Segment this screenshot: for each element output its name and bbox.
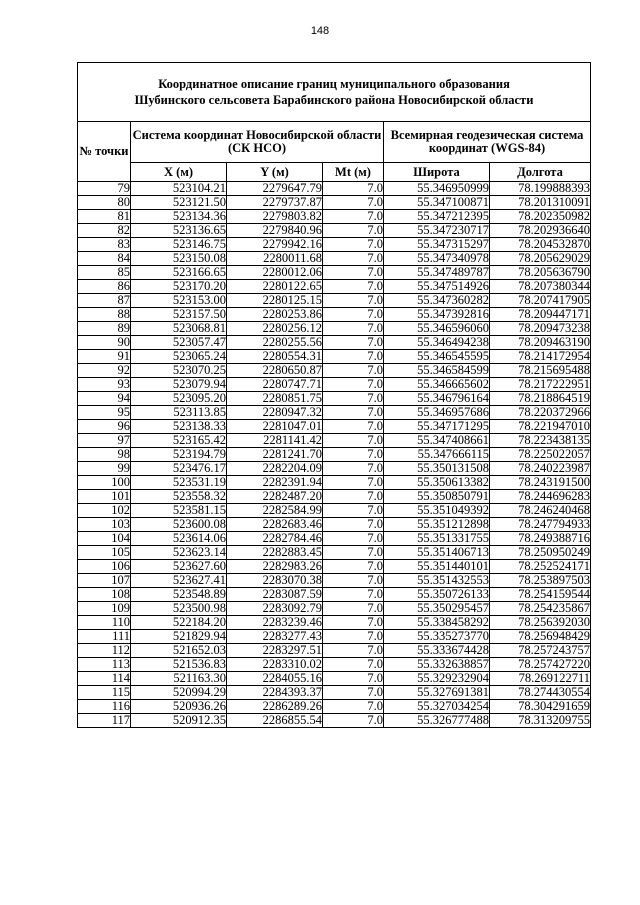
- x-coordinate-cell: 523627.60: [131, 560, 227, 574]
- longitude-cell: 78.209447171: [490, 308, 591, 322]
- longitude-cell: 78.253897503: [490, 574, 591, 588]
- y-coordinate-cell: 2284055.16: [227, 672, 323, 686]
- table-row: [78, 658, 591, 672]
- longitude-cell: 78.269122711: [490, 672, 591, 686]
- mt-value-cell: 7.0: [323, 574, 384, 588]
- y-coordinate-cell: 2279942.16: [227, 238, 323, 252]
- y-coordinate-cell: 2279647.79: [227, 182, 323, 196]
- table-row: [78, 196, 591, 210]
- point-number-cell: 108: [78, 588, 131, 602]
- y-coordinate-cell: 2280650.87: [227, 364, 323, 378]
- table-title: [78, 63, 591, 122]
- y-coordinate-cell: 2280012.06: [227, 266, 323, 280]
- mt-value-cell: 7.0: [323, 406, 384, 420]
- table-row: [78, 560, 591, 574]
- x-coordinate-cell: 523600.08: [131, 518, 227, 532]
- table-row: [78, 350, 591, 364]
- table-row: [78, 406, 591, 420]
- mt-value-cell: 7.0: [323, 476, 384, 490]
- longitude-cell: 78.246240468: [490, 504, 591, 518]
- y-coordinate-cell: 2279737.87: [227, 196, 323, 210]
- latitude-cell: 55.351331755: [384, 532, 490, 546]
- x-coordinate-cell: 523627.41: [131, 574, 227, 588]
- point-number-cell: 82: [78, 224, 131, 238]
- point-number-cell: 86: [78, 280, 131, 294]
- y-coordinate-cell: 2280851.75: [227, 392, 323, 406]
- longitude-cell: 78.202936640: [490, 224, 591, 238]
- latitude-cell: 55.326777488: [384, 714, 490, 728]
- latitude-cell: 55.346796164: [384, 392, 490, 406]
- table-row: [78, 546, 591, 560]
- x-coordinate-cell: 523134.36: [131, 210, 227, 224]
- longitude-cell: 78.204532870: [490, 238, 591, 252]
- y-coordinate-cell: 2280122.65: [227, 280, 323, 294]
- y-coordinate-cell: 2282883.45: [227, 546, 323, 560]
- latitude-cell: 55.347514926: [384, 280, 490, 294]
- x-coordinate-cell: 520912.35: [131, 714, 227, 728]
- y-coordinate-cell: 2282204.09: [227, 462, 323, 476]
- mt-value-cell: 7.0: [323, 462, 384, 476]
- table-row: [78, 378, 591, 392]
- mt-value-cell: 7.0: [323, 322, 384, 336]
- table-body: [78, 182, 591, 728]
- point-number-cell: 110: [78, 616, 131, 630]
- latitude-cell: 55.333674428: [384, 644, 490, 658]
- table-row: [78, 574, 591, 588]
- coordinates-table: [77, 62, 591, 728]
- longitude-cell: 78.249388716: [490, 532, 591, 546]
- mt-value-cell: 7.0: [323, 448, 384, 462]
- point-number-cell: 88: [78, 308, 131, 322]
- point-number-cell: 106: [78, 560, 131, 574]
- x-coordinate-cell: 523476.17: [131, 462, 227, 476]
- table-row: [78, 504, 591, 518]
- longitude-cell: 78.209463190: [490, 336, 591, 350]
- table-row: [78, 392, 591, 406]
- point-number-cell: 92: [78, 364, 131, 378]
- table-row: [78, 672, 591, 686]
- mt-value-cell: 7.0: [323, 588, 384, 602]
- point-number-cell: 96: [78, 420, 131, 434]
- y-coordinate-cell: 2283239.46: [227, 616, 323, 630]
- point-number-cell: 85: [78, 266, 131, 280]
- latitude-cell: 55.346596060: [384, 322, 490, 336]
- longitude-cell: 78.205629029: [490, 252, 591, 266]
- mt-value-cell: 7.0: [323, 238, 384, 252]
- table-row: [78, 588, 591, 602]
- latitude-cell: 55.329232904: [384, 672, 490, 686]
- mt-value-cell: 7.0: [323, 280, 384, 294]
- x-coordinate-cell: 523558.32: [131, 490, 227, 504]
- x-coordinate-cell: 520936.26: [131, 700, 227, 714]
- y-coordinate-cell: 2279803.82: [227, 210, 323, 224]
- latitude-cell: 55.346545595: [384, 350, 490, 364]
- longitude-cell: 78.223438135: [490, 434, 591, 448]
- latitude-cell: 55.351049392: [384, 504, 490, 518]
- x-coordinate-cell: 520994.29: [131, 686, 227, 700]
- latitude-cell: 55.351440101: [384, 560, 490, 574]
- point-number-cell: 89: [78, 322, 131, 336]
- y-coordinate-cell: 2282584.99: [227, 504, 323, 518]
- table-row: [78, 616, 591, 630]
- table-row: [78, 182, 591, 196]
- latitude-cell: 55.350613382: [384, 476, 490, 490]
- y-coordinate-cell: 2280253.86: [227, 308, 323, 322]
- y-coordinate-cell: 2281141.42: [227, 434, 323, 448]
- header-mt: Mt (м): [323, 163, 384, 182]
- header-wgs-system: Всемирная геодезическая система координат (WGS-84): [384, 122, 591, 163]
- point-number-cell: 81: [78, 210, 131, 224]
- point-number-cell: 102: [78, 504, 131, 518]
- x-coordinate-cell: 523165.42: [131, 434, 227, 448]
- y-coordinate-cell: 2283297.51: [227, 644, 323, 658]
- mt-value-cell: 7.0: [323, 532, 384, 546]
- header-longitude: Долгота: [490, 163, 591, 182]
- point-number-cell: 117: [78, 714, 131, 728]
- latitude-cell: 55.346957686: [384, 406, 490, 420]
- x-coordinate-cell: 523104.21: [131, 182, 227, 196]
- mt-value-cell: 7.0: [323, 686, 384, 700]
- longitude-cell: 78.218864519: [490, 392, 591, 406]
- point-number-cell: 112: [78, 644, 131, 658]
- y-coordinate-cell: 2282487.20: [227, 490, 323, 504]
- longitude-cell: 78.201310091: [490, 196, 591, 210]
- x-coordinate-cell: 523581.15: [131, 504, 227, 518]
- mt-value-cell: 7.0: [323, 658, 384, 672]
- x-coordinate-cell: 523136.65: [131, 224, 227, 238]
- mt-value-cell: 7.0: [323, 518, 384, 532]
- mt-value-cell: 7.0: [323, 504, 384, 518]
- table-row: [78, 644, 591, 658]
- latitude-cell: 55.347392816: [384, 308, 490, 322]
- longitude-cell: 78.202350982: [490, 210, 591, 224]
- mt-value-cell: 7.0: [323, 266, 384, 280]
- mt-value-cell: 7.0: [323, 616, 384, 630]
- latitude-cell: 55.347666115: [384, 448, 490, 462]
- latitude-cell: 55.351432553: [384, 574, 490, 588]
- longitude-cell: 78.240223987: [490, 462, 591, 476]
- y-coordinate-cell: 2279840.96: [227, 224, 323, 238]
- table-row: [78, 462, 591, 476]
- x-coordinate-cell: 523079.94: [131, 378, 227, 392]
- longitude-cell: 78.207417905: [490, 294, 591, 308]
- x-coordinate-cell: 523614.06: [131, 532, 227, 546]
- y-coordinate-cell: 2281241.70: [227, 448, 323, 462]
- latitude-cell: 55.332638857: [384, 658, 490, 672]
- point-number-cell: 79: [78, 182, 131, 196]
- latitude-cell: 55.327034254: [384, 700, 490, 714]
- y-coordinate-cell: 2280125.15: [227, 294, 323, 308]
- y-coordinate-cell: 2286855.54: [227, 714, 323, 728]
- x-coordinate-cell: 523138.33: [131, 420, 227, 434]
- latitude-cell: 55.347212395: [384, 210, 490, 224]
- x-coordinate-cell: 523548.89: [131, 588, 227, 602]
- longitude-cell: 78.274430554: [490, 686, 591, 700]
- y-coordinate-cell: 2283310.02: [227, 658, 323, 672]
- longitude-cell: 78.257427220: [490, 658, 591, 672]
- point-number-cell: 109: [78, 602, 131, 616]
- x-coordinate-cell: 521829.94: [131, 630, 227, 644]
- longitude-cell: 78.215695488: [490, 364, 591, 378]
- longitude-cell: 78.256392030: [490, 616, 591, 630]
- latitude-cell: 55.346950999: [384, 182, 490, 196]
- point-number-cell: 115: [78, 686, 131, 700]
- longitude-cell: 78.220372966: [490, 406, 591, 420]
- point-number-cell: 105: [78, 546, 131, 560]
- longitude-cell: 78.225022057: [490, 448, 591, 462]
- y-coordinate-cell: 2280255.56: [227, 336, 323, 350]
- table-row: [78, 294, 591, 308]
- x-coordinate-cell: 523153.00: [131, 294, 227, 308]
- longitude-cell: 78.254159544: [490, 588, 591, 602]
- latitude-cell: 55.351212898: [384, 518, 490, 532]
- x-coordinate-cell: 523166.65: [131, 266, 227, 280]
- y-coordinate-cell: 2282391.94: [227, 476, 323, 490]
- table-row: [78, 490, 591, 504]
- longitude-cell: 78.209473238: [490, 322, 591, 336]
- y-coordinate-cell: 2284393.37: [227, 686, 323, 700]
- point-number-cell: 114: [78, 672, 131, 686]
- longitude-cell: 78.244696283: [490, 490, 591, 504]
- latitude-cell: 55.347408661: [384, 434, 490, 448]
- header-local-system: Система координат Новосибирской области (СК НСО): [131, 122, 384, 163]
- table-row: [78, 252, 591, 266]
- table-row: [78, 518, 591, 532]
- latitude-cell: 55.350295457: [384, 602, 490, 616]
- mt-value-cell: 7.0: [323, 252, 384, 266]
- table-row: [78, 700, 591, 714]
- latitude-cell: 55.335273770: [384, 630, 490, 644]
- y-coordinate-cell: 2282683.46: [227, 518, 323, 532]
- y-coordinate-cell: 2280947.32: [227, 406, 323, 420]
- table-row: [78, 308, 591, 322]
- y-coordinate-cell: 2280554.31: [227, 350, 323, 364]
- mt-value-cell: 7.0: [323, 378, 384, 392]
- latitude-cell: 55.346584599: [384, 364, 490, 378]
- x-coordinate-cell: 523068.81: [131, 322, 227, 336]
- table-row: [78, 238, 591, 252]
- table-row: [78, 210, 591, 224]
- longitude-cell: 78.313209755: [490, 714, 591, 728]
- point-number-cell: 97: [78, 434, 131, 448]
- mt-value-cell: 7.0: [323, 196, 384, 210]
- point-number-cell: 98: [78, 448, 131, 462]
- mt-value-cell: 7.0: [323, 630, 384, 644]
- longitude-cell: 78.247794933: [490, 518, 591, 532]
- y-coordinate-cell: 2283087.59: [227, 588, 323, 602]
- latitude-cell: 55.351406713: [384, 546, 490, 560]
- x-coordinate-cell: 523531.19: [131, 476, 227, 490]
- x-coordinate-cell: 523070.25: [131, 364, 227, 378]
- point-number-cell: 103: [78, 518, 131, 532]
- table-row: [78, 336, 591, 350]
- point-number-cell: 100: [78, 476, 131, 490]
- latitude-cell: 55.347489787: [384, 266, 490, 280]
- latitude-cell: 55.350726133: [384, 588, 490, 602]
- table-row: [78, 448, 591, 462]
- mt-value-cell: 7.0: [323, 672, 384, 686]
- table-row: [78, 224, 591, 238]
- latitude-cell: 55.338458292: [384, 616, 490, 630]
- page-number: 148: [310, 25, 330, 37]
- table-row: [78, 602, 591, 616]
- longitude-cell: 78.252524171: [490, 560, 591, 574]
- longitude-cell: 78.256948429: [490, 630, 591, 644]
- mt-value-cell: 7.0: [323, 644, 384, 658]
- longitude-cell: 78.243191500: [490, 476, 591, 490]
- mt-value-cell: 7.0: [323, 294, 384, 308]
- y-coordinate-cell: 2286289.26: [227, 700, 323, 714]
- latitude-cell: 55.347230717: [384, 224, 490, 238]
- point-number-cell: 84: [78, 252, 131, 266]
- x-coordinate-cell: 523121.50: [131, 196, 227, 210]
- x-coordinate-cell: 523057.47: [131, 336, 227, 350]
- longitude-cell: 78.257243757: [490, 644, 591, 658]
- x-coordinate-cell: 523170.20: [131, 280, 227, 294]
- latitude-cell: 55.327691381: [384, 686, 490, 700]
- mt-value-cell: 7.0: [323, 420, 384, 434]
- point-number-cell: 90: [78, 336, 131, 350]
- mt-value-cell: 7.0: [323, 182, 384, 196]
- longitude-cell: 78.221947010: [490, 420, 591, 434]
- latitude-cell: 55.350131508: [384, 462, 490, 476]
- mt-value-cell: 7.0: [323, 350, 384, 364]
- x-coordinate-cell: 522184.20: [131, 616, 227, 630]
- mt-value-cell: 7.0: [323, 560, 384, 574]
- title-line-2: Шубинского сельсовета Барабинского района Новосибирской области: [134, 93, 534, 107]
- point-number-cell: 99: [78, 462, 131, 476]
- table-row: [78, 476, 591, 490]
- latitude-cell: 55.347360282: [384, 294, 490, 308]
- y-coordinate-cell: 2283277.43: [227, 630, 323, 644]
- x-coordinate-cell: 523113.85: [131, 406, 227, 420]
- x-coordinate-cell: 521536.83: [131, 658, 227, 672]
- mt-value-cell: 7.0: [323, 434, 384, 448]
- mt-value-cell: 7.0: [323, 224, 384, 238]
- longitude-cell: 78.199888393: [490, 182, 591, 196]
- point-number-cell: 83: [78, 238, 131, 252]
- table-row: [78, 420, 591, 434]
- table-row: [78, 280, 591, 294]
- longitude-cell: 78.254235867: [490, 602, 591, 616]
- table-row: [78, 532, 591, 546]
- y-coordinate-cell: 2282983.26: [227, 560, 323, 574]
- point-number-cell: 95: [78, 406, 131, 420]
- mt-value-cell: 7.0: [323, 602, 384, 616]
- x-coordinate-cell: 523146.75: [131, 238, 227, 252]
- y-coordinate-cell: 2280011.68: [227, 252, 323, 266]
- longitude-cell: 78.214172954: [490, 350, 591, 364]
- point-number-cell: 113: [78, 658, 131, 672]
- y-coordinate-cell: 2283070.38: [227, 574, 323, 588]
- table-row: [78, 434, 591, 448]
- mt-value-cell: 7.0: [323, 336, 384, 350]
- latitude-cell: 55.350850791: [384, 490, 490, 504]
- point-number-cell: 104: [78, 532, 131, 546]
- mt-value-cell: 7.0: [323, 392, 384, 406]
- latitude-cell: 55.346665602: [384, 378, 490, 392]
- x-coordinate-cell: 523500.98: [131, 602, 227, 616]
- point-number-cell: 91: [78, 350, 131, 364]
- point-number-cell: 101: [78, 490, 131, 504]
- header-x: X (м): [131, 163, 227, 182]
- mt-value-cell: 7.0: [323, 714, 384, 728]
- latitude-cell: 55.347100871: [384, 196, 490, 210]
- mt-value-cell: 7.0: [323, 364, 384, 378]
- point-number-cell: 93: [78, 378, 131, 392]
- point-number-cell: 107: [78, 574, 131, 588]
- longitude-cell: 78.250950249: [490, 546, 591, 560]
- header-y: Y (м): [227, 163, 323, 182]
- table-row: [78, 630, 591, 644]
- x-coordinate-cell: 523095.20: [131, 392, 227, 406]
- latitude-cell: 55.347315297: [384, 238, 490, 252]
- y-coordinate-cell: 2281047.01: [227, 420, 323, 434]
- point-number-cell: 111: [78, 630, 131, 644]
- x-coordinate-cell: 523194.79: [131, 448, 227, 462]
- header-latitude: Широта: [384, 163, 490, 182]
- table-row: [78, 714, 591, 728]
- table-row: [78, 266, 591, 280]
- mt-value-cell: 7.0: [323, 308, 384, 322]
- latitude-cell: 55.346494238: [384, 336, 490, 350]
- x-coordinate-cell: 523150.08: [131, 252, 227, 266]
- point-number-cell: 80: [78, 196, 131, 210]
- x-coordinate-cell: 521163.30: [131, 672, 227, 686]
- x-coordinate-cell: 523623.14: [131, 546, 227, 560]
- table-row: [78, 686, 591, 700]
- point-number-cell: 87: [78, 294, 131, 308]
- y-coordinate-cell: 2282784.46: [227, 532, 323, 546]
- header-point-number: № точки: [78, 122, 131, 182]
- x-coordinate-cell: 523065.24: [131, 350, 227, 364]
- x-coordinate-cell: 523157.50: [131, 308, 227, 322]
- mt-value-cell: 7.0: [323, 490, 384, 504]
- longitude-cell: 78.207380344: [490, 280, 591, 294]
- point-number-cell: 116: [78, 700, 131, 714]
- mt-value-cell: 7.0: [323, 210, 384, 224]
- y-coordinate-cell: 2280747.71: [227, 378, 323, 392]
- title-line-1: Координатное описание границ муниципального образования: [158, 77, 510, 91]
- mt-value-cell: 7.0: [323, 546, 384, 560]
- y-coordinate-cell: 2280256.12: [227, 322, 323, 336]
- mt-value-cell: 7.0: [323, 700, 384, 714]
- longitude-cell: 78.217222951: [490, 378, 591, 392]
- longitude-cell: 78.205636790: [490, 266, 591, 280]
- x-coordinate-cell: 521652.03: [131, 644, 227, 658]
- point-number-cell: 94: [78, 392, 131, 406]
- latitude-cell: 55.347340978: [384, 252, 490, 266]
- table-row: [78, 322, 591, 336]
- latitude-cell: 55.347171295: [384, 420, 490, 434]
- longitude-cell: 78.304291659: [490, 700, 591, 714]
- y-coordinate-cell: 2283092.79: [227, 602, 323, 616]
- table-row: [78, 364, 591, 378]
